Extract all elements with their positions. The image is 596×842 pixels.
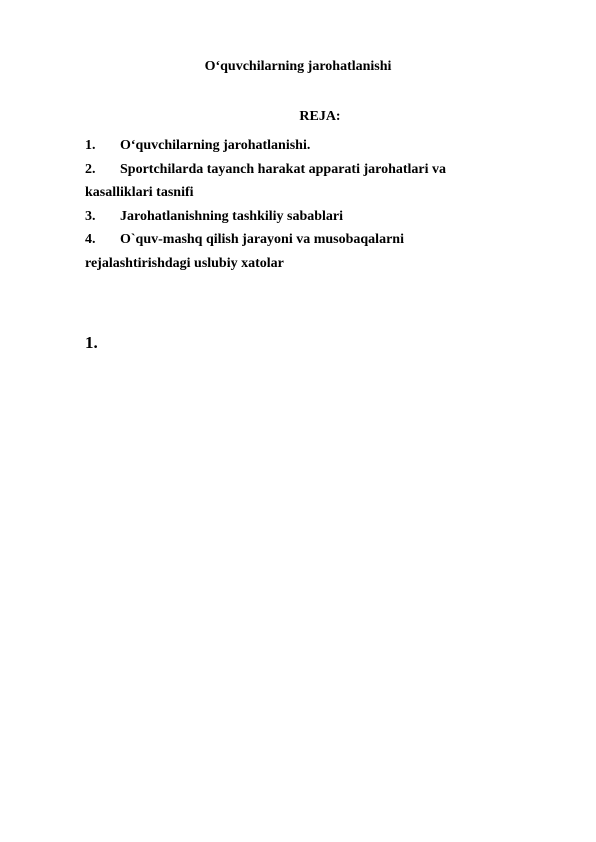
plan-item-continuation — [85, 181, 525, 205]
plan-item-number: 4. — [85, 232, 96, 247]
plan-item — [85, 158, 525, 182]
plan-item — [85, 134, 525, 158]
plan-item-number: 1. — [85, 138, 96, 153]
plan-item — [85, 228, 525, 252]
plan-item-number: 3. — [85, 208, 96, 224]
plan-list — [85, 134, 525, 275]
plan-item — [85, 205, 525, 229]
plan-item-continuation-text: rejalashtirishdagi uslubiy xatolar — [85, 255, 284, 271]
plan-item-continuation — [85, 252, 525, 276]
plan-item-text: Jarohatlanishning tashkiliy sabablari — [120, 208, 344, 224]
plan-heading: REJA: — [299, 109, 341, 124]
plan-item-continuation-text: kasalliklari tasnifi — [85, 185, 194, 200]
plan-item-text: Sportchilarda tayanch harakat apparati jarohatlari va — [120, 161, 447, 177]
plan-item-text: O‘quvchilarning jarohatlanishi. — [120, 138, 311, 153]
section-number: 1. — [85, 333, 98, 352]
plan-item-text: O`quv-mashq qilish jarayoni va musobaqalarni — [120, 232, 404, 247]
document-title: O‘quvchilarning jarohatlanishi — [204, 59, 392, 74]
plan-item-number: 2. — [85, 161, 96, 177]
